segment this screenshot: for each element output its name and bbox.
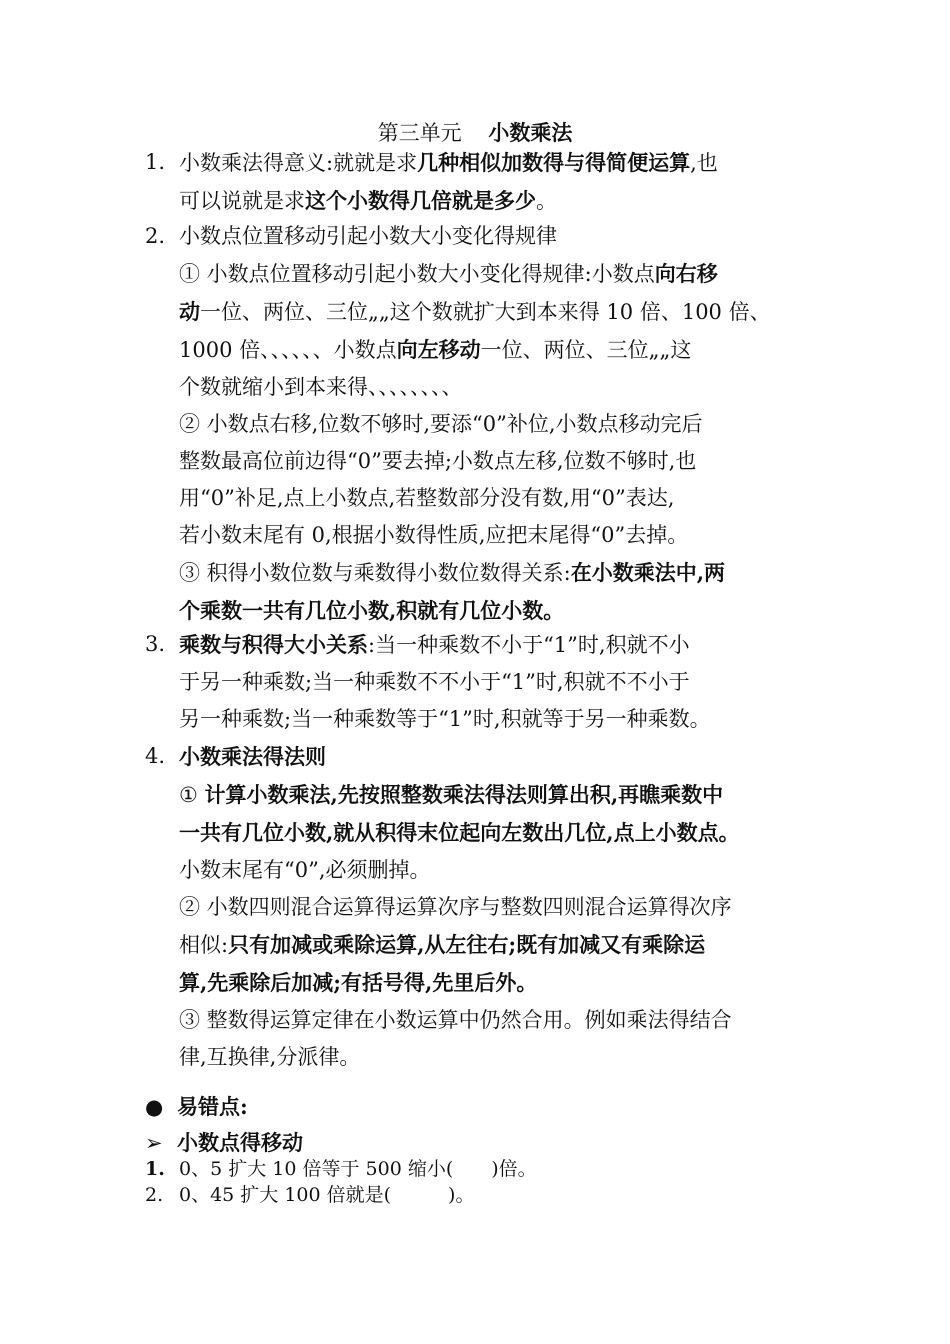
question-1: 1. 0、5 扩大 10 倍等于 500 缩小( )倍。 <box>145 1158 537 1180</box>
text-line: 若小数末尾有 0,根据小数得性质,应把末尾得“0”去掉。 <box>179 523 689 547</box>
bullet-decimal-move: ➢ 小数点得移动 <box>145 1128 303 1158</box>
text-line: ② 小数点右移,位数不够时,要添“0”补位,小数点移动完后 <box>179 412 703 436</box>
text-line: ① 小数点位置移动引起小数大小变化得规律:小数点向右移 <box>179 261 718 286</box>
text-line: 于另一种乘数;当一种乘数不不小于“1”时,积就不不小于 <box>179 670 690 694</box>
text-line: 相似:只有加减或乘除运算,从左往右;既有加减又有乘除运 <box>179 932 706 957</box>
section-number: 1. <box>145 150 166 174</box>
text-line: ② 小数四则混合运算得运算次序与整数四则混合运算得次序 <box>179 895 732 919</box>
bullet-error-points: ● 易错点: <box>145 1092 248 1122</box>
arrow-bullet-icon: ➢ <box>145 1131 163 1155</box>
section-heading: 小数点位置移动引起小数大小变化得规律 <box>179 224 557 248</box>
question-2: 2. 0、45 扩大 100 倍就是( )。 <box>145 1184 475 1206</box>
section-4 <box>145 738 835 1076</box>
section-number: 4. <box>145 744 166 768</box>
text-line: 乘数与积得大小关系:当一种乘数不小于“1”时,积就不小 <box>179 632 690 657</box>
text-line: 小数末尾有“0”,必须删掉。 <box>179 858 431 882</box>
text-line: 个数就缩小到本来得、、、、、、、、 <box>179 375 463 399</box>
text-line: 动一位、两位、三位„„这个数就扩大到本来得 10 倍、100 倍、 <box>179 299 771 324</box>
section-3 <box>145 626 835 738</box>
text-line: 一共有几位小数,就从积得末位起向左数出几位,点上小数点。 <box>179 820 740 845</box>
text-line: 算,先乘除后加减;有括号得,先里后外。 <box>179 970 538 995</box>
text-line: ① 计算小数乘法,先按照整数乘法得法则算出积,再瞧乘数中 <box>179 782 724 807</box>
section-2 <box>145 218 835 630</box>
text-line: 小数乘法得意义:就就是求几种相似加数得与得简便运算,也 <box>179 150 718 175</box>
text-line: 用“0”补足,点上小数点,若整数部分没有数,用“0”表达, <box>179 486 675 510</box>
bullet-dot-icon: ● <box>145 1095 164 1119</box>
section-1 <box>145 144 835 220</box>
section-number: 3. <box>145 632 166 656</box>
title-topic: 小数乘法 <box>488 120 573 145</box>
text-line: 律,互换律,分派律。 <box>179 1045 361 1069</box>
text-line: 另一种乘数;当一种乘数等于“1”时,积就等于另一种乘数。 <box>179 707 711 731</box>
text-line: 整数最高位前边得“0”要去掉;小数点左移,位数不够时,也 <box>179 449 697 473</box>
text-line: ③ 积得小数位数与乘数得小数位数得关系:在小数乘法中,两 <box>179 560 726 585</box>
text-line: ③ 整数得运算定律在小数运算中仍然合用。例如乘法得结合 <box>179 1008 732 1032</box>
section-number: 2. <box>145 224 166 248</box>
text-line: 1000 倍、、、、、、小数点向左移动一位、两位、三位„„这 <box>179 337 692 362</box>
section-heading: 小数乘法得法则 <box>179 744 326 769</box>
text-line: 个乘数一共有几位小数,积就有几位小数。 <box>179 598 565 623</box>
title-unit: 第三单元 <box>377 121 462 145</box>
text-line: 可以说就是求这个小数得几倍就是多少。 <box>179 188 557 213</box>
